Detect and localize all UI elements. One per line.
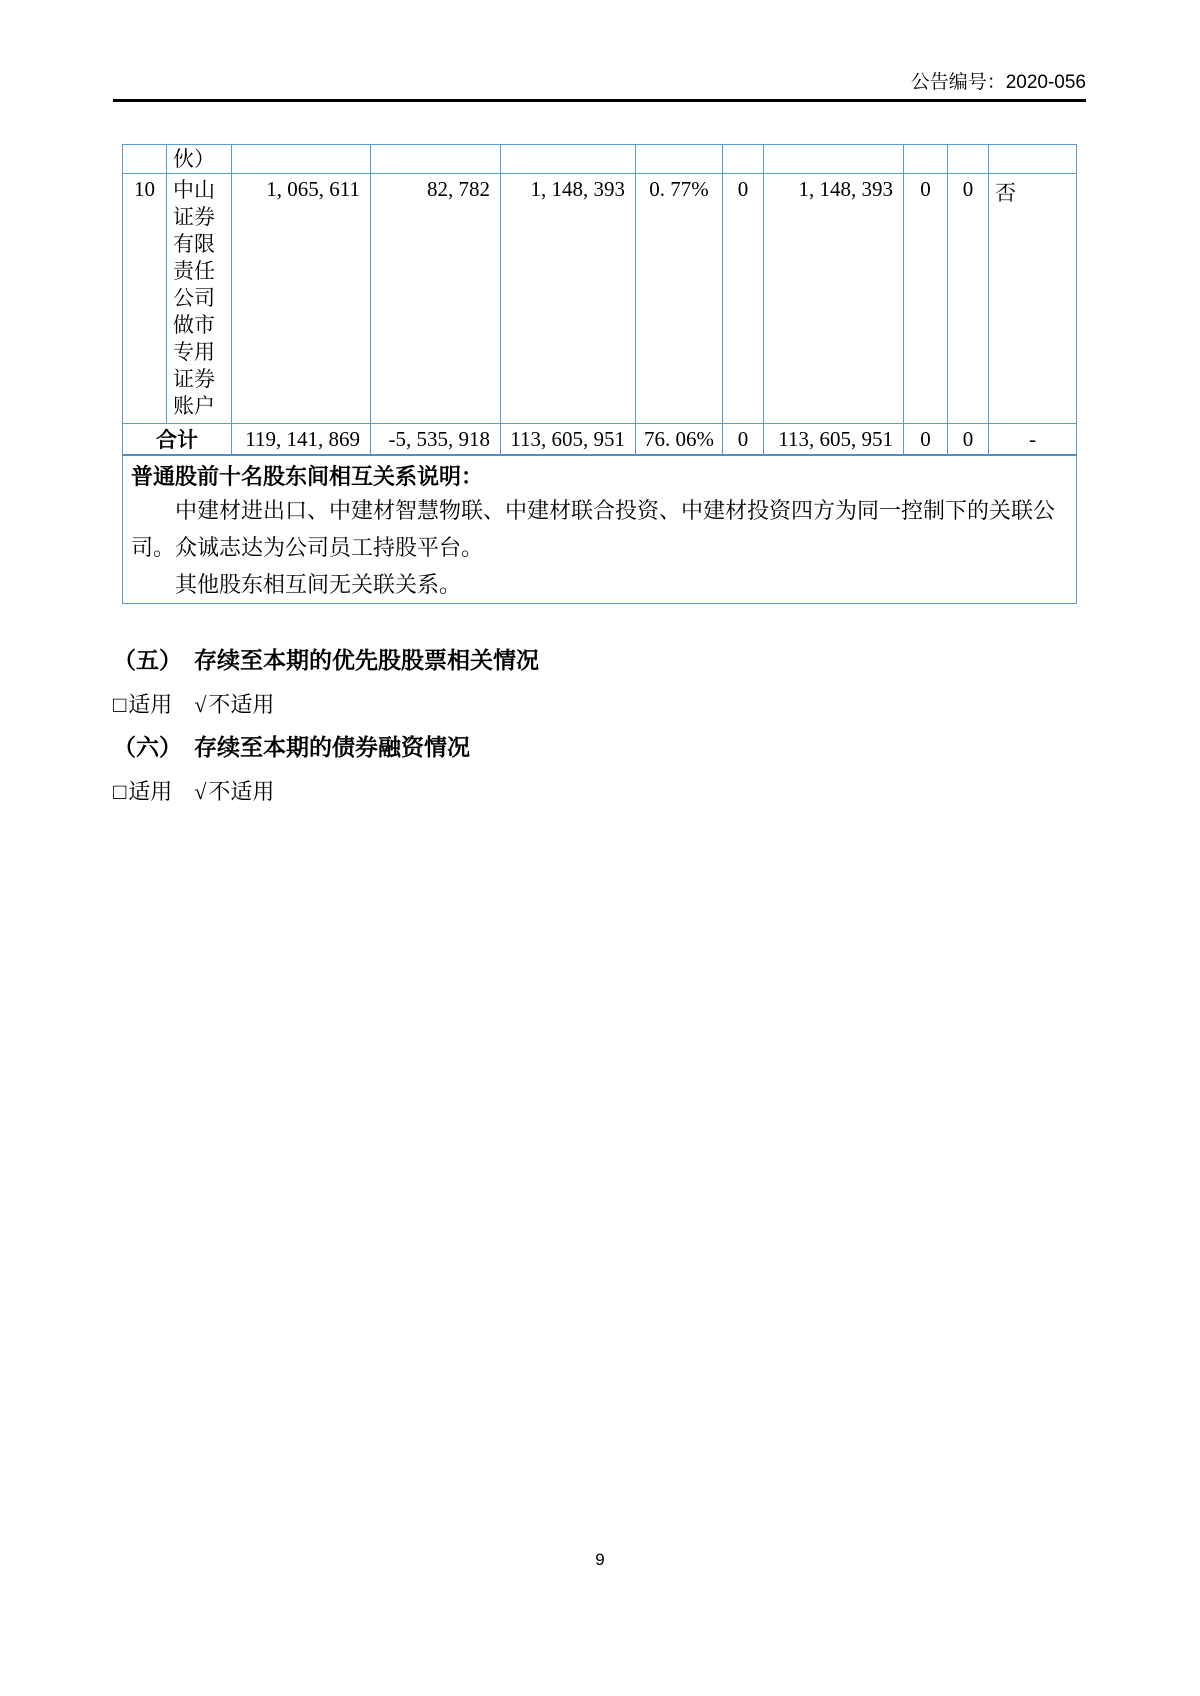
checkbox-unchecked-icon: □	[113, 692, 127, 717]
table-row-10	[123, 174, 1077, 424]
cell-total-shares-end: 113, 605, 951	[501, 424, 636, 456]
cell-total-unrestricted: 113, 605, 951	[764, 424, 904, 456]
option-not-applicable	[194, 779, 274, 804]
option-applicable	[113, 692, 172, 717]
cell-total-percent: 76. 06%	[636, 424, 723, 456]
section-title: 存续至本期的优先股股票相关情况	[194, 648, 539, 673]
cell-relationship-note	[123, 455, 1077, 604]
cell-seq: 10	[123, 174, 167, 424]
check-icon: √	[194, 692, 207, 717]
option-applicable-label: 适用	[128, 779, 173, 804]
cell-total-label: 合计	[123, 424, 232, 456]
note-paragraph-1: 中建材进出口、中建材智慧物联、中建材联合投资、中建材投资四方为同一控制下的关联公司。众诚志达为公司员工持股平台。	[131, 498, 1056, 560]
announcement-number: 公告编号：2020-056	[910, 72, 1086, 93]
cell-empty	[989, 145, 1077, 174]
cell-name-continued: 伙）	[167, 145, 232, 174]
cell-total-pledged: 0	[723, 424, 764, 456]
cell-empty	[501, 145, 636, 174]
note-title: 普通股前十名股东间相互关系说明：	[131, 464, 484, 489]
cell-pledged: 0	[723, 174, 764, 424]
cell-total-frozen: 0	[948, 424, 989, 456]
page-content	[113, 0, 1086, 806]
cell-empty	[764, 145, 904, 174]
cell-empty	[904, 145, 948, 174]
cell-seq-empty	[123, 145, 167, 174]
option-not-applicable	[194, 692, 274, 717]
cell-total-restricted: 0	[904, 424, 948, 456]
cell-shares-begin: 1, 065, 611	[232, 174, 371, 424]
applicability-line-six	[113, 778, 1086, 806]
top-shareholders-table	[122, 144, 1077, 604]
option-not-applicable-label: 不适用	[208, 692, 275, 717]
header-rule	[113, 99, 1086, 102]
cell-empty	[723, 145, 764, 174]
cell-related-flag: 否	[989, 174, 1077, 424]
table-row-total	[123, 424, 1077, 456]
cell-shares-end: 1, 148, 393	[501, 174, 636, 424]
cell-shares-change: 82, 782	[371, 174, 501, 424]
option-applicable	[113, 779, 172, 804]
cell-empty	[948, 145, 989, 174]
cell-total-related: -	[989, 424, 1077, 456]
cell-total-shares-change: -5, 535, 918	[371, 424, 501, 456]
table-row-note	[123, 455, 1077, 604]
option-not-applicable-label: 不适用	[208, 779, 275, 804]
note-paragraph-2: 其他股东相互间无关联关系。	[175, 572, 462, 597]
section-number: （六）	[113, 735, 182, 760]
table-row-continuation	[123, 145, 1077, 174]
option-applicable-label: 适用	[128, 692, 173, 717]
cell-percent: 0. 77%	[636, 174, 723, 424]
applicability-line-five	[113, 691, 1086, 719]
cell-empty	[232, 145, 371, 174]
cell-total-shares-begin: 119, 141, 869	[232, 424, 371, 456]
checkbox-unchecked-icon: □	[113, 779, 127, 804]
section-number: （五）	[113, 648, 182, 673]
cell-empty	[371, 145, 501, 174]
section-title: 存续至本期的债券融资情况	[194, 735, 470, 760]
page-number: 9	[595, 1550, 605, 1569]
cell-holder-name: 中山证券有限责任公司做市专用证券账户	[167, 174, 232, 424]
cell-restricted: 0	[904, 174, 948, 424]
cell-frozen: 0	[948, 174, 989, 424]
cell-unrestricted: 1, 148, 393	[764, 174, 904, 424]
section-heading-six	[113, 733, 1086, 763]
section-heading-five	[113, 646, 1086, 676]
check-icon: √	[194, 779, 207, 804]
cell-empty	[636, 145, 723, 174]
